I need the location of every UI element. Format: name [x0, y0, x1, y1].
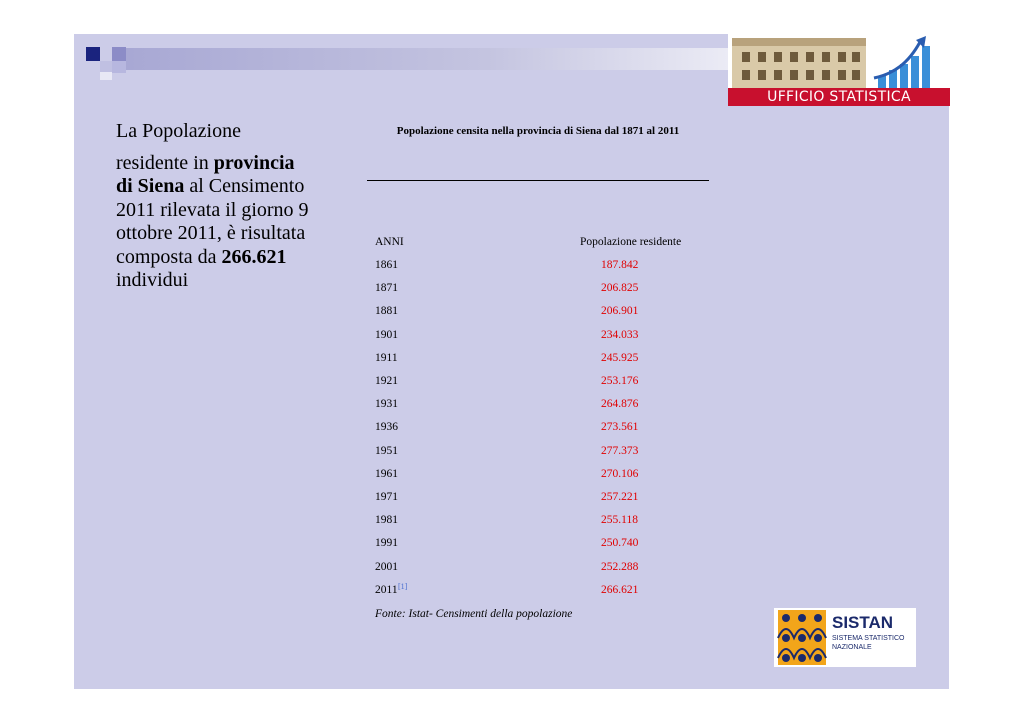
year-cell: 1931 [375, 398, 398, 411]
population-cell: 206.901 [601, 305, 639, 318]
summary-paragraph [116, 152, 316, 293]
column-header-year: ANNI [375, 236, 404, 248]
decor-square-mid [112, 47, 126, 61]
column-header-population: Popolazione residente [580, 236, 682, 248]
summary-total: 266.621 [221, 245, 287, 268]
table-row [375, 468, 715, 486]
source-note: Fonte: Istat- Censimenti della popolazione [375, 608, 573, 620]
table-row [375, 375, 715, 393]
footnote-link[interactable]: [1] [398, 581, 408, 591]
decor-square-white [100, 72, 112, 80]
year-cell: 1881 [375, 305, 398, 318]
table-row [375, 352, 715, 370]
summary-text [116, 120, 316, 293]
table-row [375, 581, 715, 602]
table-row [375, 445, 715, 463]
summary-text-part: al Censimento 2011 rilevata il giorno 9 ottobre 2011, è risultata composta da [116, 175, 309, 268]
summary-text-part: individui [116, 269, 189, 291]
table-row [375, 398, 715, 416]
year-cell: 2001 [375, 560, 398, 573]
table-row [375, 561, 715, 579]
year-cell: 1861 [375, 259, 398, 271]
year-cell: 1901 [375, 328, 398, 341]
sistan-logo [774, 608, 916, 667]
sistan-subtitle-1: SISTEMA STATISTICO [832, 635, 905, 642]
table-row [375, 305, 715, 323]
sistan-name: SISTAN [832, 613, 894, 632]
sistan-subtitle-2: NAZIONALE [832, 644, 872, 651]
year-cell: 1981 [375, 514, 398, 527]
population-cell: 255.118 [601, 514, 638, 527]
title-rule [367, 180, 709, 181]
year-cell: 1961 [375, 467, 398, 480]
year-cell: 1951 [375, 444, 398, 457]
population-cell: 270.106 [601, 467, 639, 480]
decor-square-dark [86, 47, 100, 61]
summary-line-1: La Popolazione [116, 120, 241, 142]
year-cell: 1971 [375, 491, 398, 503]
population-cell: 187.842 [601, 259, 639, 271]
year-cell: 1921 [375, 375, 398, 387]
population-cell: 264.876 [601, 398, 639, 411]
table-row [375, 514, 715, 532]
population-cell: 252.288 [601, 560, 639, 573]
year-cell: 1911 [375, 351, 398, 364]
header-band [126, 48, 728, 70]
table-row [375, 282, 715, 300]
population-cell: 206.825 [601, 282, 639, 295]
decor-square-light [112, 61, 126, 73]
summary-province: provincia di Siena [116, 151, 295, 197]
population-cell: 257.221 [601, 491, 639, 503]
table-row [375, 421, 715, 439]
table-row [375, 329, 715, 347]
summary-text-part: residente in [116, 151, 214, 174]
table-title: Popolazione censita nella provincia di Siena dal 1871 al 2011 [396, 125, 680, 137]
year-cell: 1871 [375, 282, 398, 295]
ufficio-statistica-label: UFFICIO STATISTICA [728, 88, 950, 106]
population-cell: 273.561 [601, 421, 639, 434]
population-cell: 253.176 [601, 375, 639, 387]
year-cell: 1991 [375, 537, 398, 550]
population-cell: 277.373 [601, 444, 639, 457]
table-row [375, 259, 715, 277]
table-row [375, 537, 715, 555]
year-cell: 2011 [375, 583, 398, 596]
population-cell: 234.033 [601, 328, 639, 341]
table-row [375, 491, 715, 509]
population-cell: 250.740 [601, 537, 639, 550]
population-cell: 266.621 [601, 583, 639, 596]
sistan-emblem [774, 608, 916, 667]
year-cell: 1936 [375, 421, 398, 434]
population-cell: 245.925 [601, 351, 639, 364]
